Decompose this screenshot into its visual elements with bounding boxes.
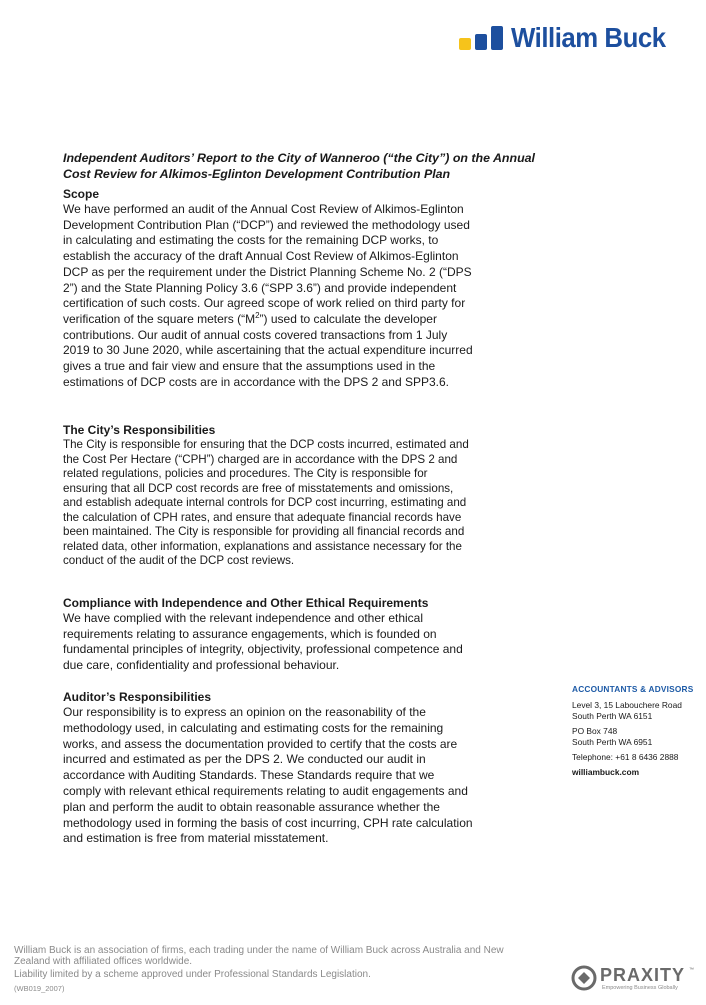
praxity-wordmark: PRAXITY (600, 965, 686, 985)
compliance-heading: Compliance with Independence and Other Ethical Requirements (63, 596, 429, 610)
telephone: Telephone: +61 8 6436 2888 (572, 752, 679, 762)
postal-address: PO Box 748 South Perth WA 6951 (572, 726, 653, 747)
praxity-mark-icon (570, 964, 598, 992)
scope-section (63, 186, 475, 390)
sidebar-heading: ACCOUNTANTS & ADVISORS (572, 684, 694, 694)
scope-text: We have performed an audit of the Annual Cost Review of Alkimos-Eglinton Development Contribution Plan (“DCP”) and reviewed the methodology used in calculating and estimating the costs for the remaining DCP works, to establish the accuracy of the draft Annual Cost Review of Alkimos-Eglinton DCP as per the requirement under the District Planning Scheme No. 2 (“DPS 2”) and the State Planning Policy 3.6 (“SPP 3.6”) and provide independent certification of such costs. Our agreed scope of work relied on third party for verification of the square meters $(“M^2”)$ used to calculate the developer contributions. Our audit of annual costs covered transactions from 1 July 2019 to 30 June 2020, while ascertaining that the actual expenditure incurred gives a true and fair view and ensure that the assumptions used in the estimations of DCP costs are in accordance with the DPS 2 and SPP3.6. (63, 202, 473, 389)
scope-heading: Scope (63, 187, 100, 201)
compliance-section (63, 595, 475, 673)
document-code: (WB019_2007) (14, 984, 65, 993)
brand-name: William Buck (511, 22, 666, 53)
footer-association-text: William Buck is an association of firms, each trading under the name of William Buck across Australia and New Zealand with affiliated offices worldwide. (14, 945, 504, 967)
website-link[interactable]: williambuck.com (572, 767, 640, 777)
city-responsibilities-text: The City is responsible for ensuring that the DCP costs incurred, estimated and the Cost Per Hectare (“CPH”) charged are in accordance with the DPS 2 and related regulations, policies and procedures. The City is responsible for ensuring that all DCP cost records are free of misstatements and omissions, and establish adequate internal controls for DCP cost incurring, estimating and the calculation of CPH rates, and ensure that adequate financial records have been maintained. The City is responsible for providing all financial records and related data, other information, explanations and assistance necessary for the conduct of the audit of the DCP cost reviews. (63, 438, 469, 567)
william-buck-mark-icon (459, 24, 507, 52)
footer-liability-text: Liability limited by a scheme approved under Professional Standards Legislation. (14, 969, 371, 980)
praxity-trademark: ™ (689, 967, 694, 973)
auditor-responsibilities-heading: Auditor’s Responsibilities (63, 690, 212, 704)
william-buck-logo (459, 20, 694, 56)
praxity-tagline: Empowering Business Globally (602, 985, 678, 991)
auditor-responsibilities-section (63, 689, 475, 847)
compliance-text: We have complied with the relevant independence and other ethical requirements relating to assurance engagements, which is founded on fundamental principles of integrity, objectivity, professional competence and due care, confidentiality and professional behaviour. (63, 611, 463, 672)
praxity-logo (570, 964, 695, 996)
report-title: Independent Auditors’ Report to the City of Wanneroo (“the City”) on the Annual Cost Review for Alkimos-Eglinton Development Contribution Plan (63, 151, 535, 181)
footer-disclaimer (14, 945, 514, 994)
street-address: Level 3, 15 Labouchere Road South Perth WA 6151 (572, 700, 682, 721)
city-responsibilities-heading: The City’s Responsibilities (63, 423, 216, 437)
superscript-2: 2 (255, 310, 260, 320)
auditor-responsibilities-text: Our responsibility is to express an opinion on the reasonability of the methodology used, in calculating and estimating costs for the remaining works, and assess the documentation provided to certify that the costs are incurred and estimated as per the DPS 2. We conducted our audit in accordance with Auditing Standards. These Standards require that we comply with relevant ethical requirements relating to audit engagements and plan and perform the audit to obtain reasonable assurance whether the methodology used in forming the basis of cost incurring, CPH rate calculation and estimation is free from material misstatement. (63, 705, 473, 846)
city-responsibilities-section (63, 422, 475, 569)
firm-contact-sidebar (572, 684, 702, 778)
